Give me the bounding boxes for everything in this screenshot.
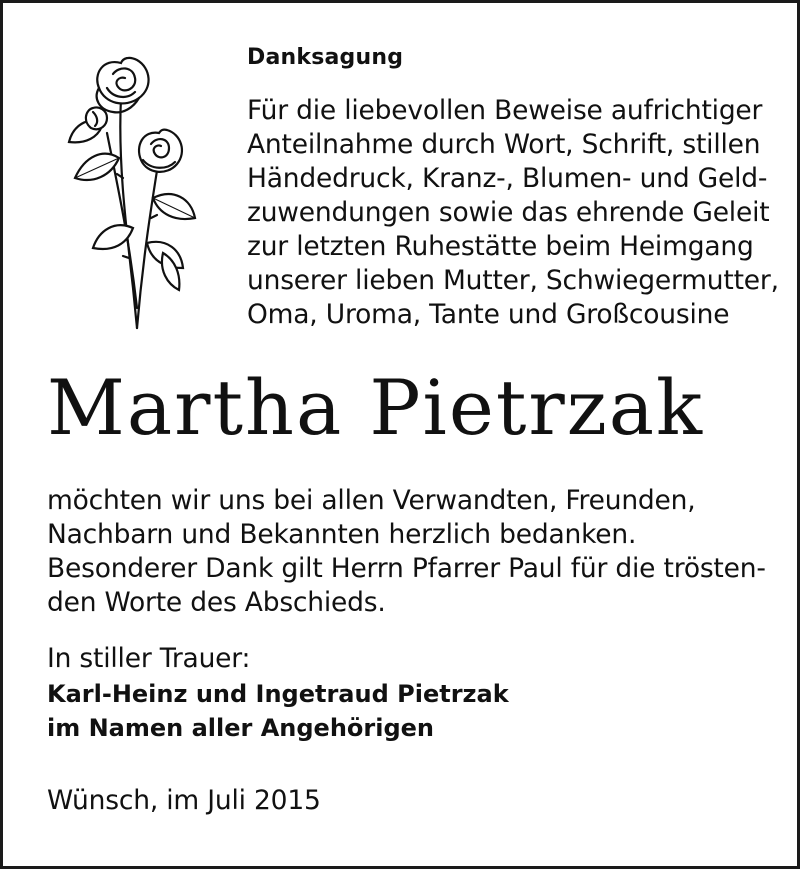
body-line: den Worte des Abschieds.: [47, 587, 386, 618]
intro-line: zuwendungen sowie das ehrende Geleit: [247, 197, 770, 228]
intro-line: Oma, Uroma, Tante und Großcousine: [247, 299, 730, 330]
intro-line: Händedruck, Kranz-, Blumen- und Geld-: [247, 163, 768, 194]
deceased-name: Martha Pietrzak: [47, 363, 705, 452]
intro-line: zur letzten Ruhestätte beim Heimgang: [247, 231, 754, 262]
heading-danksagung: Danksagung: [247, 45, 404, 70]
mourning-label: In stiller Trauer:: [47, 643, 251, 674]
body-line: Besonderer Dank gilt Herrn Pfarrer Paul für die trösten-: [47, 553, 766, 584]
body-line: möchten wir uns bei allen Verwandten, Freunden,: [47, 485, 696, 516]
signer-names: Karl-Heinz und Ingetraud Pietrzak: [47, 680, 509, 708]
body-line: Nachbarn und Bekannten herzlich bedanken.: [47, 519, 637, 550]
intro-line: Anteilnahme durch Wort, Schrift, stillen: [247, 129, 761, 160]
intro-line: unserer lieben Mutter, Schwiegermutter,: [247, 265, 779, 296]
signer-relatives: im Namen aller Angehörigen: [47, 714, 435, 742]
intro-line: Für die liebevollen Beweise aufrichtiger: [247, 95, 763, 126]
rose-icon: [63, 38, 213, 338]
place-date: Wünsch, im Juli 2015: [47, 785, 321, 816]
